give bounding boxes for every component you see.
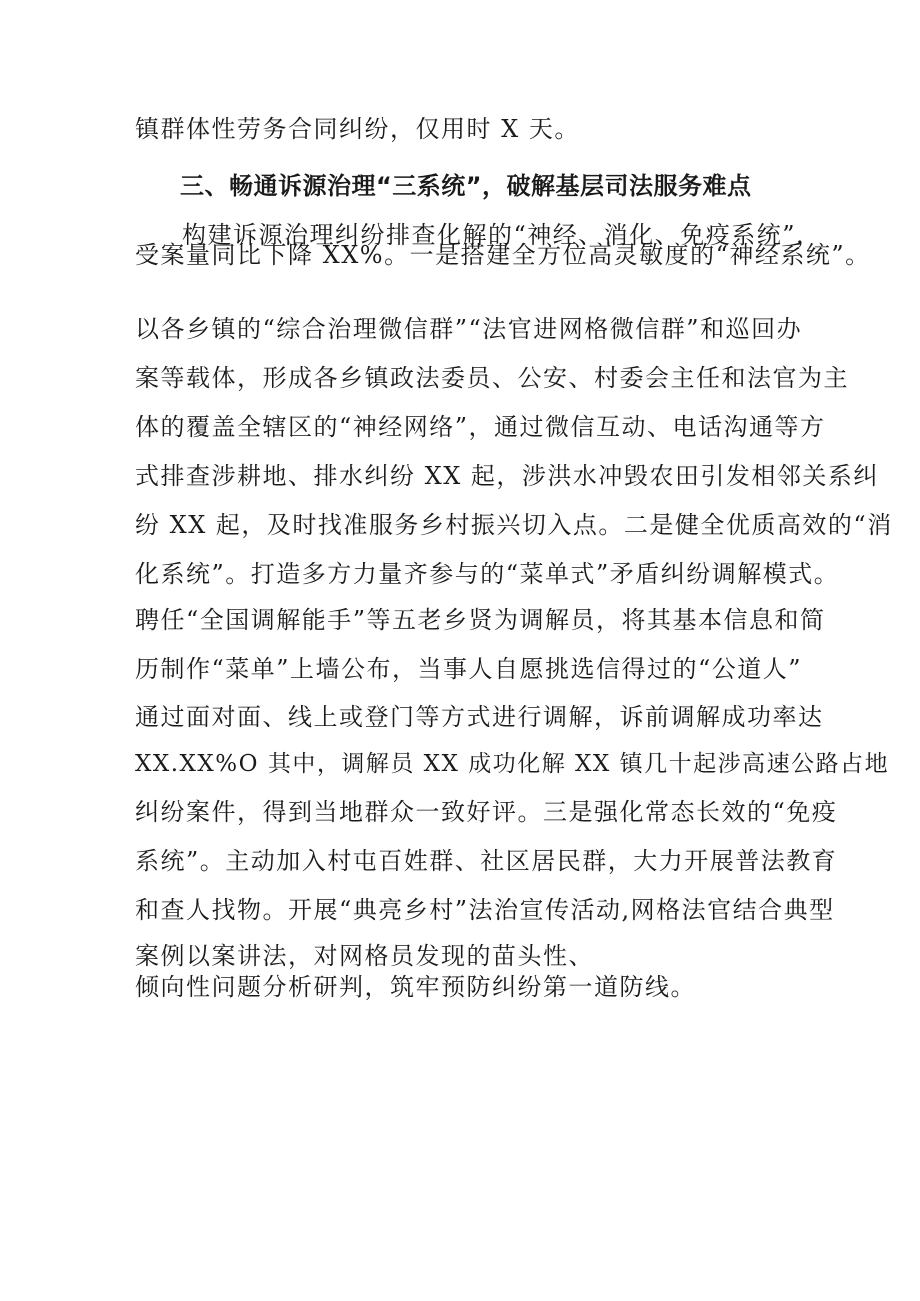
paragraph-line: 纷 XX 起，及时找准服务乡村振兴切入点。二是健全优质高效的“消	[135, 511, 893, 539]
paragraph-line: 式排查涉耕地、排水纠纷 XX 起，涉洪水冲毁农田引发相邻关系纠	[135, 462, 879, 490]
paragraph-line: 受案量同比下降 XX%。一是搭建全方位高灵敏度的“神经系统”。	[135, 241, 871, 269]
paragraph-line: 体的覆盖全辖区的“神经网络”，通过微信互动、电话沟通等方	[135, 413, 826, 441]
paragraph-line: XX.XX%O 其中，调解员 XX 成功化解 XX 镇几十起涉高速公路占地	[135, 751, 890, 777]
paragraph-line: 通过面对面、线上或登门等方式进行调解，诉前调解成功率达	[135, 703, 824, 731]
paragraph-line: 案等载体，形成各乡镇政法委员、公安、村委会主任和法官为主	[135, 364, 849, 392]
paragraph-line: 聘任“全国调解能手”等五老乡贤为调解员，将其基本信息和简	[135, 606, 826, 634]
paragraph-line: 化系统”。打造多方力量齐参与的“菜单式”矛盾纠纷调解模式。	[135, 560, 840, 588]
paragraph-line: 和查人找物。开展“典亮乡村”法治宣传活动,网格法官结合典型	[135, 896, 835, 924]
section-heading: 三、畅通诉源治理“三系统”，破解基层司法服务难点	[180, 172, 752, 200]
paragraph-line: 镇群体性劳务合同纠纷，仅用时 X 天。	[135, 115, 580, 143]
paragraph-line: 历制作“菜单”上墙公布，当事人自愿挑选信得过的“公道人”	[135, 655, 803, 683]
paragraph-line: 纠纷案件，得到当地群众一致好评。三是强化常态长效的“免疫	[135, 798, 838, 826]
paragraph-line: 案例以案讲法，对网格员发现的苗头性、	[135, 942, 594, 970]
paragraph-line: 倾向性问题分析研判，筑牢预防纠纷第一道防线。	[135, 973, 696, 1001]
paragraph-line: 以各乡镇的“综合治理微信群”“法官进网格微信群”和巡回办	[135, 315, 803, 343]
paragraph-line: 系统”。主动加入村屯百姓群、社区居民群，大力开展普法教育	[135, 847, 838, 875]
paragraph-line: 构建诉源治理纠纷排查化解的“神经、消化、免疫系统”，	[182, 221, 822, 249]
